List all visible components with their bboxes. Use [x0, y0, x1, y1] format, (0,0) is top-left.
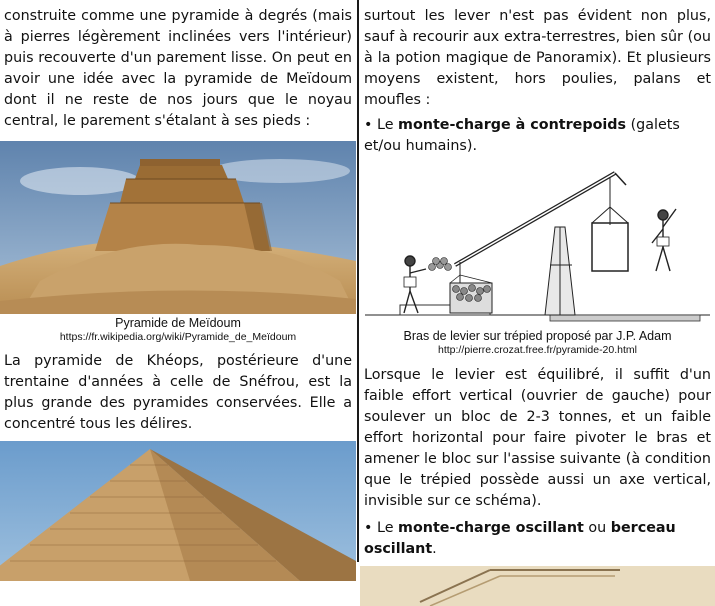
list-item-oscillating: [360, 518, 715, 560]
column-divider: [357, 0, 359, 562]
term-oscillating-cradle: berceau oscillant: [364, 520, 676, 557]
bullet: •: [364, 520, 373, 536]
figure-oscillating-cradle: [360, 566, 715, 606]
oscillating-cradle-photo: [360, 566, 715, 606]
lever-tripod-drawing: [360, 165, 715, 325]
list-item-suffix: (galets et/ou humains).: [364, 117, 680, 154]
right-column: [360, 0, 715, 606]
kheops-pyramid-photo: [0, 441, 356, 581]
figure-source-url: http://pierre.crozat.free.fr/pyramide-20.html: [438, 344, 637, 356]
list-item-connector: ou: [583, 520, 611, 536]
term-oscillating-lift: monte-charge oscillant: [398, 520, 584, 536]
right-paragraph-2: Lorsque le levier est équilibré, il suffit d'un faible effort vertical (ouvrier de gauche) pour soulever un bloc de 2-3 tonnes, et un faible effort horizontal pour faire pivoter le bras et amener le bloc sur l'assise suivante (à condition que le trépied possède aussi un axe vertical, invisible sur ce schéma).: [364, 367, 711, 509]
figure-source-url: https://fr.wikipedia.org/wiki/Pyramide_de_Meïdoum: [59, 331, 297, 343]
figure-caption: Bras de levier sur trépied proposé par J.P. Adam: [403, 329, 672, 343]
figure-caption: Pyramide de Meïdoum: [115, 316, 241, 330]
left-column: [0, 0, 356, 581]
right-paragraph-1: surtout les lever n'est pas évident non plus, sauf à recourir aux extra-terrestres, bien sûr (ou à la potion magique de Panoramix). Et plusieurs moyens existent, hors poulies, palans et moufles :: [364, 8, 711, 108]
meidoum-pyramid-photo: [0, 141, 356, 314]
list-item-prefix: Le: [372, 117, 399, 133]
list-item-prefix: Le: [372, 520, 399, 536]
figure-kheops: [0, 441, 356, 581]
term-counterweight-lift: monte-charge à contrepoids: [398, 117, 627, 133]
list-item-suffix: .: [432, 541, 437, 557]
left-paragraph-1: construite comme une pyramide à degrés (mais à pierres légèrement inclinées vers l'intérieur) puis recouverte d'un parement lisse. On peut en avoir une idée avec la pyramide de Meïdoum dont il ne reste de nos jours que le noyau central, le parement s'étalant à ses pieds :: [4, 8, 352, 129]
left-paragraph-2: La pyramide de Khéops, postérieure d'une trentaine d'années à celle de Snéfrou, est la plus grande des pyramides conservées. Elle a concentré tous les délires.: [4, 353, 352, 432]
figure-lever: [360, 165, 715, 357]
list-item-counterweight: [360, 115, 715, 157]
figure-meidoum: [0, 141, 356, 344]
bullet: •: [364, 117, 373, 133]
